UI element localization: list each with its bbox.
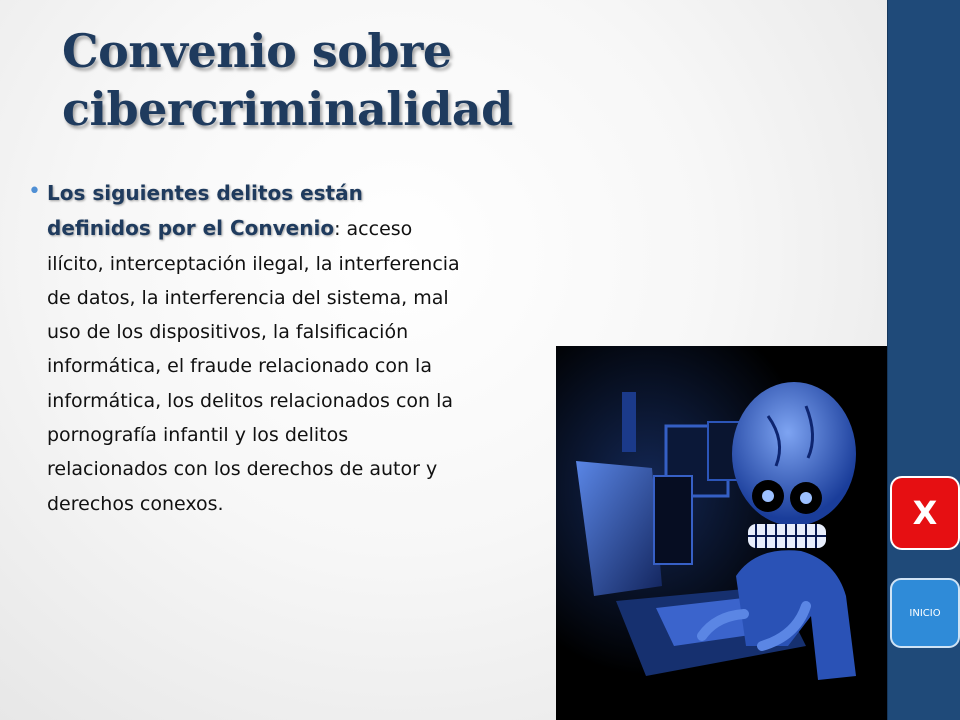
bullet-lead-text: Los siguientes delitos están definidos por el Convenio	[47, 181, 363, 241]
bullet-item	[28, 176, 468, 521]
hacker-skeleton-illustration	[556, 346, 888, 720]
close-button[interactable]	[892, 478, 958, 548]
close-button-label: X	[912, 494, 938, 532]
bullet-dot-icon: •	[28, 179, 41, 204]
slide-body	[28, 176, 468, 521]
slide-title: Convenio sobre cibercriminalidad	[62, 24, 513, 136]
home-button-label: INICIO	[909, 607, 941, 619]
home-button[interactable]	[892, 580, 958, 646]
bullet-body-text: : acceso ilícito, interceptación ilegal, la interferencia de datos, la interferencia del sistema, mal uso de los dispositivos, la falsificación informática, el fraude relacionado con la informática, los delitos relacionados con la pornografía infantil y los delitos relacionados con los derechos de autor y derechos conexos.	[47, 218, 460, 515]
